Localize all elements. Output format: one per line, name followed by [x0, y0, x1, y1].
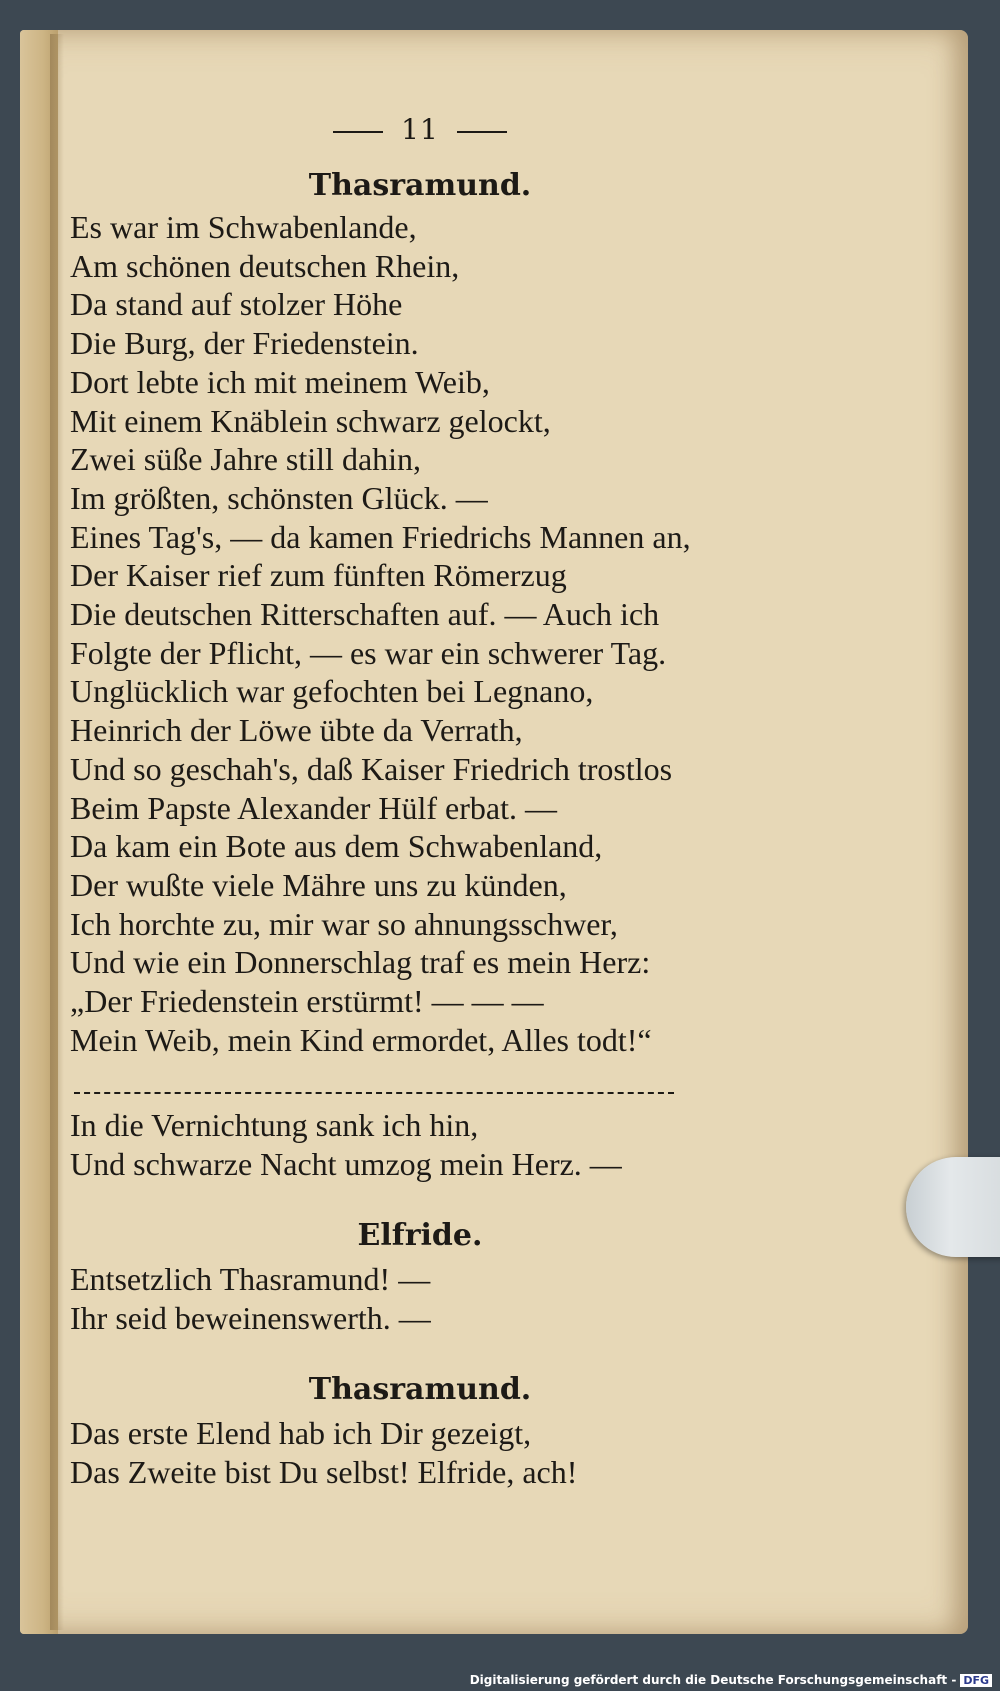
verse-line: Und wie ein Donnerschlag traf es mein Herz:: [70, 944, 651, 981]
verse-line: Der wußte viele Mähre uns zu künden,: [70, 866, 567, 903]
verse-line: Und schwarze Nacht umzog mein Herz. —: [70, 1145, 622, 1182]
verse-line: Heinrich der Löwe übte da Verrath,: [70, 712, 523, 749]
dash-left: [333, 131, 383, 133]
verse-line: Mein Weib, mein Kind ermordet, Alles todt!“: [70, 1021, 652, 1058]
verse-line: Die deutschen Ritterschaften auf. — Auch ich: [70, 596, 660, 633]
verse-line: Das Zweite bist Du selbst! Elfride, ach!: [70, 1453, 578, 1490]
speaker-heading: Elfride.: [357, 1218, 483, 1253]
verse-block-3: [70, 1260, 870, 1337]
verse-line: Und so geschah's, daß Kaiser Friedrich trostlos: [70, 750, 673, 787]
verse-line: Zwei süße Jahre still dahin,: [70, 441, 422, 478]
verse-line: Mit einem Knäblein schwarz gelockt,: [70, 402, 551, 439]
page-number: 11: [70, 113, 770, 146]
verse-line: Der Kaiser rief zum fünften Römerzug: [70, 557, 567, 594]
verse-line: „Der Friedenstein erstürmt! — — —: [70, 983, 544, 1020]
verse-line: Folgte der Pflicht, — es war ein schwerer Tag.: [70, 634, 667, 671]
gutter-shadow: [50, 34, 64, 1630]
dash-right: [457, 131, 507, 133]
verse-line: Die Burg, der Friedenstein.: [70, 325, 419, 362]
speaker-heading: Thasramund.: [308, 168, 532, 203]
verse-line: Entsetzlich Thasramund! —: [70, 1261, 431, 1297]
verse-line: Das erste Elend hab ich Dir gezeigt,: [70, 1415, 532, 1451]
verse-line: Unglücklich war gefochten bei Legnano,: [70, 673, 594, 710]
verse-line: Eines Tag's, — da kamen Friedrichs Mannen an,: [70, 518, 691, 555]
verse-line: Am schönen deutschen Rhein,: [70, 247, 460, 284]
speaker-heading: Thasramund.: [308, 1372, 532, 1407]
verse-line: Ich horchte zu, mir war so ahnungsschwer,: [70, 905, 618, 942]
dfg-logo: DFG: [960, 1674, 992, 1687]
verse-block-4: [70, 1414, 870, 1491]
verse-line: Da kam ein Bote aus dem Schwabenland,: [70, 828, 603, 865]
dashed-separator: [74, 1092, 674, 1094]
page-content: [70, 60, 930, 1620]
verse-block-2: [70, 1106, 870, 1183]
verse-line: Im größten, schönsten Glück. —: [70, 479, 488, 516]
verse-line: Ihr seid beweinenswerth. —: [70, 1299, 431, 1336]
digitization-credit: Digitalisierung gefördert durch die Deutsche Forschungsgemeinschaft - DFG: [470, 1673, 992, 1687]
verse-line: Da stand auf stolzer Höhe: [70, 286, 403, 323]
verse-line: Es war im Schwabenlande,: [70, 209, 417, 245]
verse-line: In die Vernichtung sank ich hin,: [70, 1107, 479, 1143]
verse-line: Dort lebte ich mit meinem Weib,: [70, 363, 490, 400]
verse-block-1: [70, 208, 870, 1059]
verse-line: Beim Papste Alexander Hülf erbat. —: [70, 789, 557, 826]
